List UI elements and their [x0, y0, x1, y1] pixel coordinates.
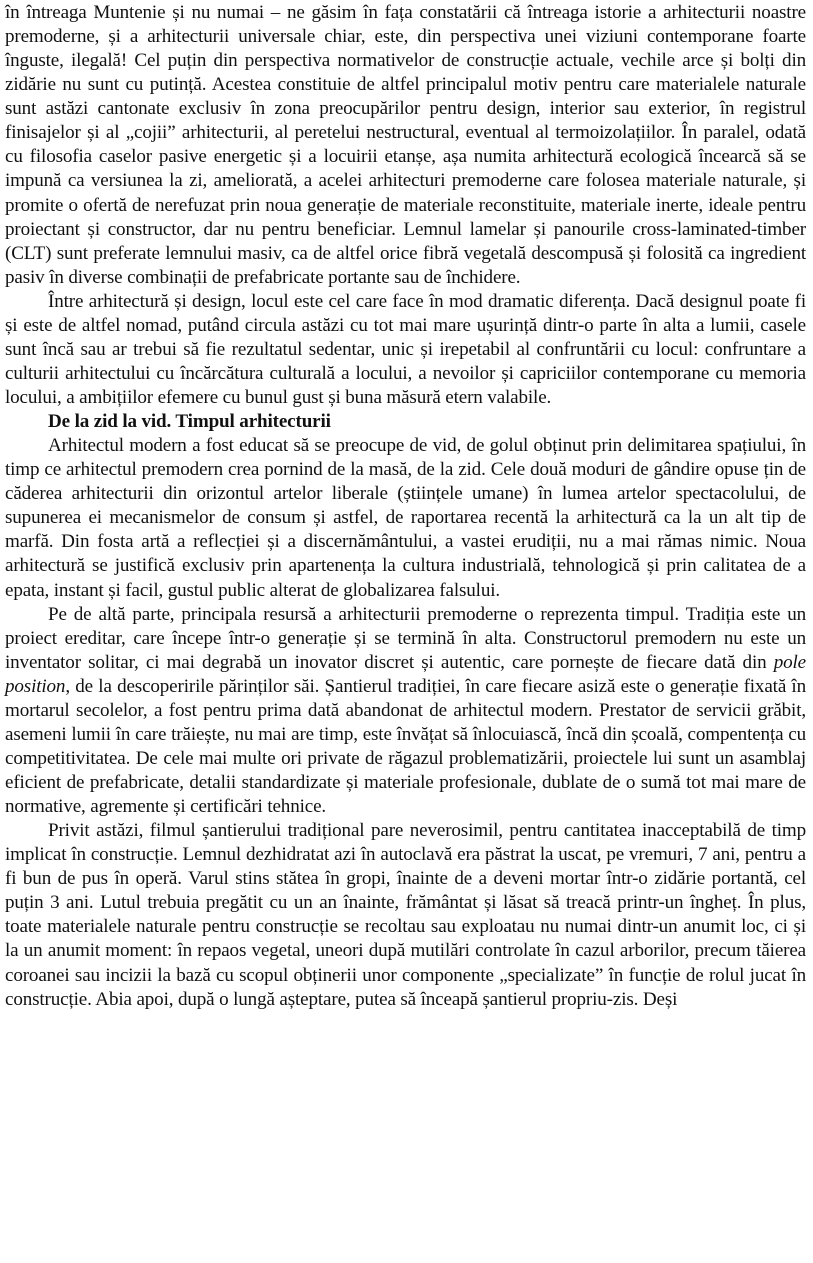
paragraph-4-italic-term: pole position — [5, 651, 806, 697]
paragraph-3: Arhitectul modern a fost educat să se preocupe de vid, de golul obținut prin delimitarea spațiului, în timp ce arhitectul premodern crea pornind de la masă, de la zid. Cele două moduri de gândire opuse țin de căderea arhitecturii din orizontul artelor liberale (științele umane) în lumea artelor spectacolului, de supunerea ei mecanismelor de consum și astfel, de raportarea recentă la arhitectură ca la un alt tip de marfă. Din fosta artă a reflecției și a discernământului, a vastei erudiții, nu a mai rămas nimic. Noua arhitectură se justifică exclusiv prin apartenența la cultura industrială, tehnologică și prin calitatea de a epata, instant și facil, gustul public alterat de globalizarea falsului. — [5, 435, 806, 601]
paragraph-4-text-b: , de la descoperirile părinților săi. Șantierul tradiției, în care fiecare asiză este o generație fixată în mortarul secolelor, a fost pentru prima dată abandonat de arhitectul modern. Prestator de servicii grăbit, asemeni lumii în care trăiește, nu mai are timp, este învățat să înlocuiască, încă din școală, compentența cu competitivitatea. De cele mai multe ori private de răgazul problematizării, proiectele lui sunt un asamblaj eficient de prefabricate, detalii standardizate și materiale profesionale, dublate de o sumă tot mai mare de normative, agremente și certificări tehnice. — [5, 675, 806, 818]
section-heading: De la zid la vid. Timpul arhitecturii — [48, 411, 331, 433]
paragraph-5: Privit astăzi, filmul șantierului tradițional pare neverosimil, pentru cantitatea inacceptabilă de timp implicat în construcție. Lemnul dezhidratat azi în autoclavă era păstrat la uscat, pe vremuri, 7 ani, pentru a fi bun de pus în operă. Varul stins stătea în gropi, înainte de a deveni mortar într-o zidărie portantă, cel puțin 3 ani. Lutul trebuia pregătit cu un an înainte, frământat și lăsat să treacă printr-un îngheț. În plus, toate materialele naturale pentru construcție se recoltau sau exploatau nu numai dintr-un anumit loc, ci și la un anumit moment: în repaos vegetal, uneori după mutilări controlate în cazul arborilor, precum tăierea coroanei sau incizii la bază cu scopul obținerii unor componente „specializate” în funcție de rolul jucat în construcție. Abia apoi, după o lungă așteptare, putea să înceapă șantierul propriu-zis. Deși — [5, 820, 806, 1010]
paragraph-1: în întreaga Muntenie și nu numai – ne găsim în fața constatării că întreaga istorie a arhitecturii noastre premoderne, și a arhitecturii universale chiar, este, din perspectiva unei viziuni contemporane foarte înguste, ilegală! Cel puțin din perspectiva normativelor de construcție actuale, vechile arce și bolți din zidărie nu sunt cu putință. Acestea constituie de altfel principalul motiv pentru care materialele naturale sunt astăzi cantonate exclusiv în zona preocupărilor pentru design, interior sau exterior, în registrul finisajelor și al „cojii” arhitecturii, al peretelui nestructural, eventual al termoizolațiilor. În paralel, odată cu filosofia caselor pasive energetic și a locuirii etanșe, așa numita arhitectură ecologică încearcă să se impună ca versiunea la zi, ameliorată, a acelei arhitecturi premoderne care folosea materiale naturale, și promite o ofertă de nerefuzat prin noua generație de materiale reconstituite, materiale inerte, ideale pentru proiectant și constructor, dar nu pentru beneficiar. Lemnul lamelar și panourile cross-laminated-timber (CLT) sunt preferate lemnului masiv, ca de altfel orice fibră vegetală descompusă și folosită ca ingredient pasiv în diverse combinații de prefabricate portante sau de închidere. — [5, 2, 806, 288]
paragraph-2: Între arhitectură și design, locul este cel care face în mod dramatic diferența. Dacă designul poate fi și este de altfel nomad, putând circula astăzi cu tot mai mare ușurință dintr-o parte în alta a lumii, casele sunt încă sau ar trebui să fie rezultatul sedentar, unic și irepetabil al confruntării cu locul: confruntare a culturii arhitectului cu încărcătura culturală a locului, a nevoilor și capriciilor contemporane cu memoria locului, a ambițiilor efemere cu bunul gust și buna măsură etern valabile. — [5, 290, 806, 408]
paragraph-4 — [5, 603, 806, 820]
paragraph-4-text-a: Pe de altă parte, principala resursă a arhitecturii premoderne o reprezenta timpul. Tradiția este un proiect ereditar, care începe într-o generație și se termină în alta. Constructorul premodern nu este un inventator solitar, ci mai degrabă un inovator discret și autentic, care pornește de fiecare dată din — [5, 603, 806, 673]
